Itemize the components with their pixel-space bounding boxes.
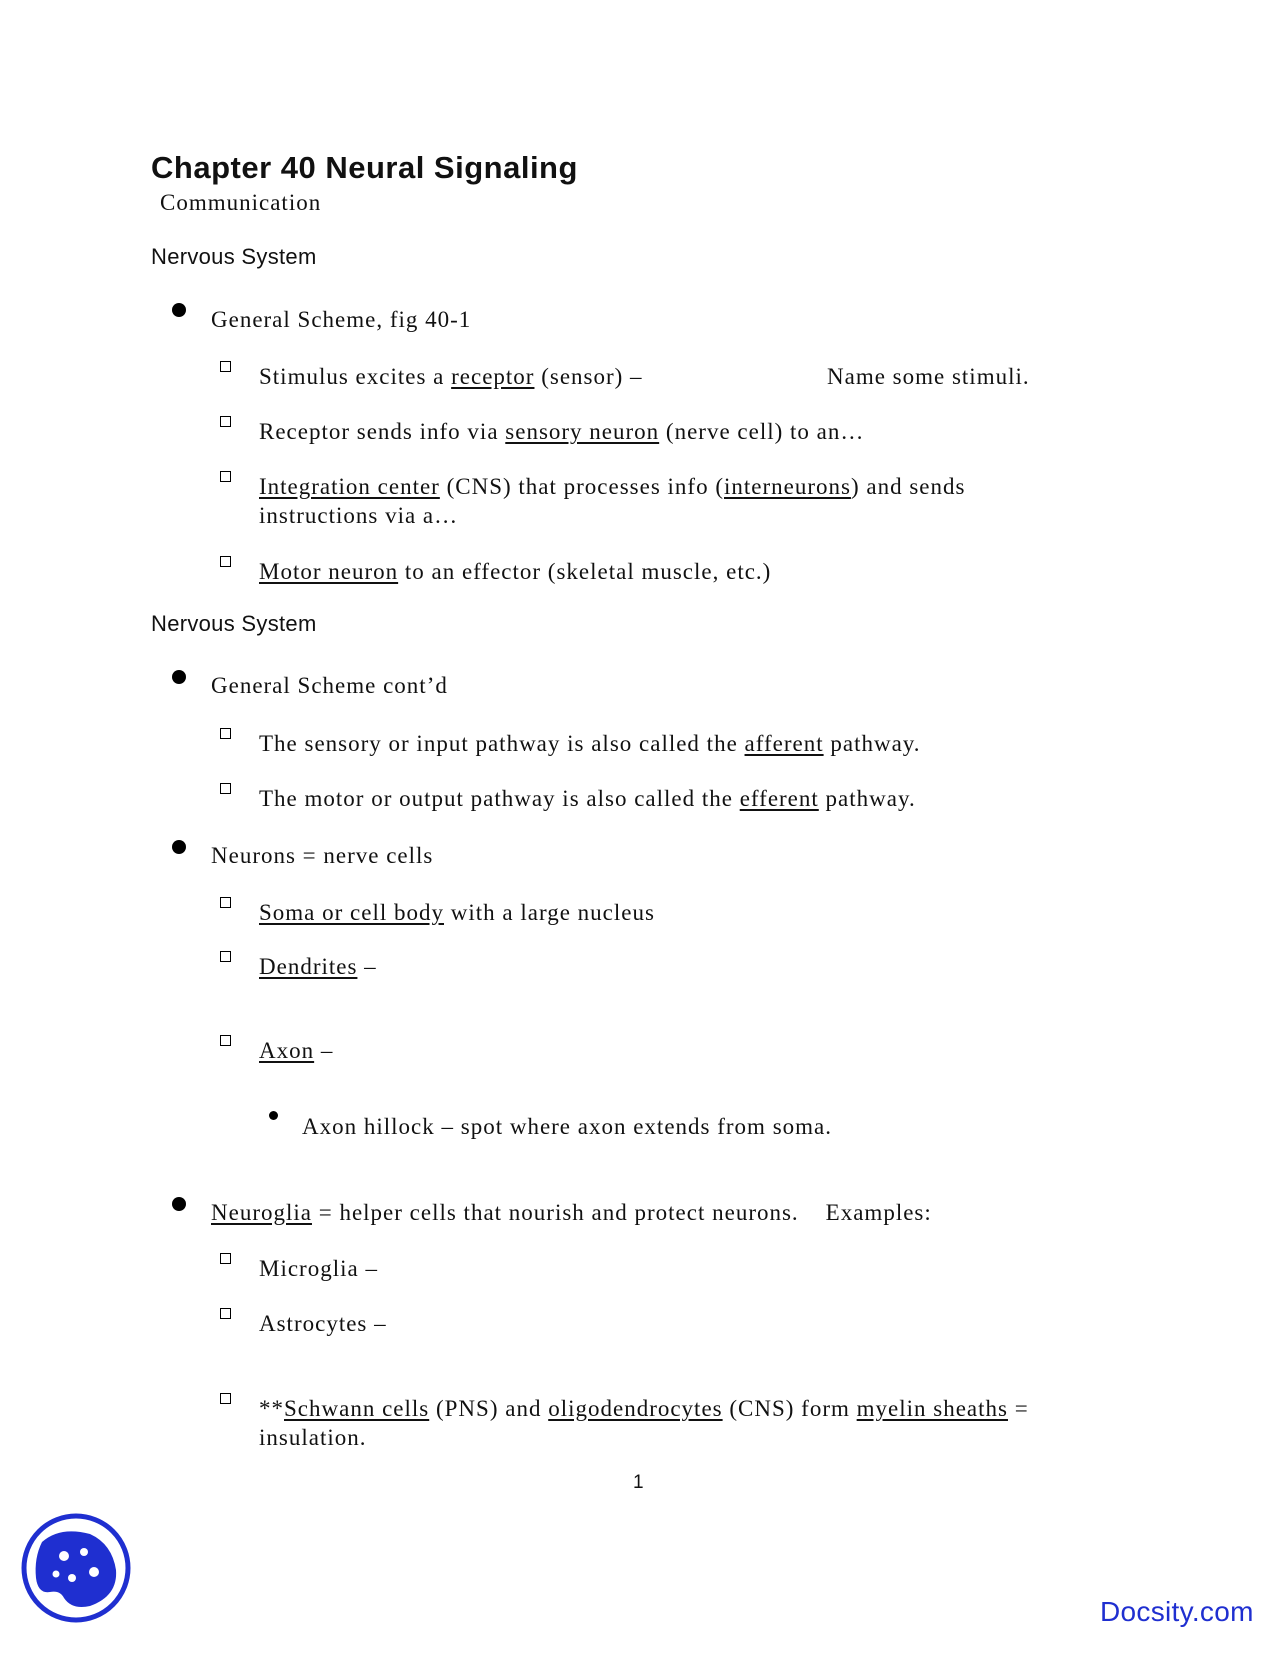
list-item: General Scheme cont’d (211, 673, 448, 698)
list-item: Neurons = nerve cells (211, 843, 434, 868)
list-item: Stimulus excites a receptor (sensor) – (259, 364, 643, 389)
section-heading: Nervous System (151, 244, 317, 269)
list-item: Axon hillock – spot where axon extends from soma. (302, 1114, 832, 1139)
page-title: Chapter 40 Neural Signaling (151, 150, 578, 185)
term-axon: Axon (259, 1038, 315, 1063)
section-heading: Nervous System (151, 611, 317, 636)
term-interneurons: interneurons (724, 474, 851, 499)
square-bullet-icon (220, 1035, 231, 1046)
square-bullet-icon (220, 1308, 231, 1319)
page-number: 1 (633, 1472, 644, 1493)
term-motor-neuron: Motor neuron (259, 559, 399, 584)
square-bullet-icon (220, 471, 231, 482)
list-item: Dendrites – (259, 954, 377, 979)
bullet-icon (172, 303, 186, 317)
bullet-icon (172, 1197, 186, 1211)
term-soma: Soma or cell body (259, 900, 444, 925)
term-efferent: efferent (739, 786, 819, 811)
list-item: Motor neuron to an effector (skeletal muscle, etc.) (259, 559, 772, 584)
square-bullet-icon (220, 951, 231, 962)
docsity-brand-link[interactable]: Docsity.com (1100, 1596, 1254, 1627)
docsity-logo-icon[interactable] (20, 1512, 132, 1624)
term-myelin-sheaths: myelin sheaths (856, 1396, 1008, 1421)
side-note: Name some stimuli. (827, 364, 1030, 389)
bullet-icon (172, 840, 186, 854)
square-bullet-icon (220, 1393, 231, 1404)
list-item: General Scheme, fig 40-1 (211, 307, 472, 332)
list-item: Integration center (CNS) that processes info (interneurons) and sends instructions via a… (259, 474, 966, 528)
square-bullet-icon (220, 556, 231, 567)
list-item: The motor or output pathway is also called the efferent pathway. (259, 786, 916, 811)
square-bullet-icon (220, 361, 231, 372)
list-item: The sensory or input pathway is also called the afferent pathway. (259, 731, 921, 756)
square-bullet-icon (220, 728, 231, 739)
list-item: Microglia – (259, 1256, 378, 1281)
list-item: **Schwann cells (PNS) and oligodendrocytes (CNS) form myelin sheaths = insulation. (259, 1396, 1029, 1450)
square-bullet-icon (220, 1253, 231, 1264)
page-subtitle: Communication (160, 190, 322, 215)
list-item: Soma or cell body with a large nucleus (259, 900, 655, 925)
square-bullet-icon (220, 897, 231, 908)
square-bullet-icon (220, 783, 231, 794)
list-item: Neuroglia = helper cells that nourish and protect neurons. Examples: (211, 1200, 932, 1225)
list-item: Receptor sends info via sensory neuron (nerve cell) to an… (259, 419, 865, 444)
list-item: Axon – (259, 1038, 334, 1063)
term-neuroglia: Neuroglia (211, 1200, 312, 1225)
bullet-icon (172, 670, 186, 684)
term-integration-center: Integration center (259, 474, 440, 499)
term-schwann-cells: Schwann cells (284, 1396, 430, 1421)
term-oligodendrocytes: oligodendrocytes (548, 1396, 723, 1421)
square-bullet-icon (220, 416, 231, 427)
term-afferent: afferent (744, 731, 824, 756)
term-sensory-neuron: sensory neuron (505, 419, 660, 444)
term-dendrites: Dendrites (259, 954, 358, 979)
sub-bullet-icon (269, 1111, 278, 1120)
list-item: Astrocytes – (259, 1311, 387, 1336)
term-receptor: receptor (451, 364, 535, 389)
